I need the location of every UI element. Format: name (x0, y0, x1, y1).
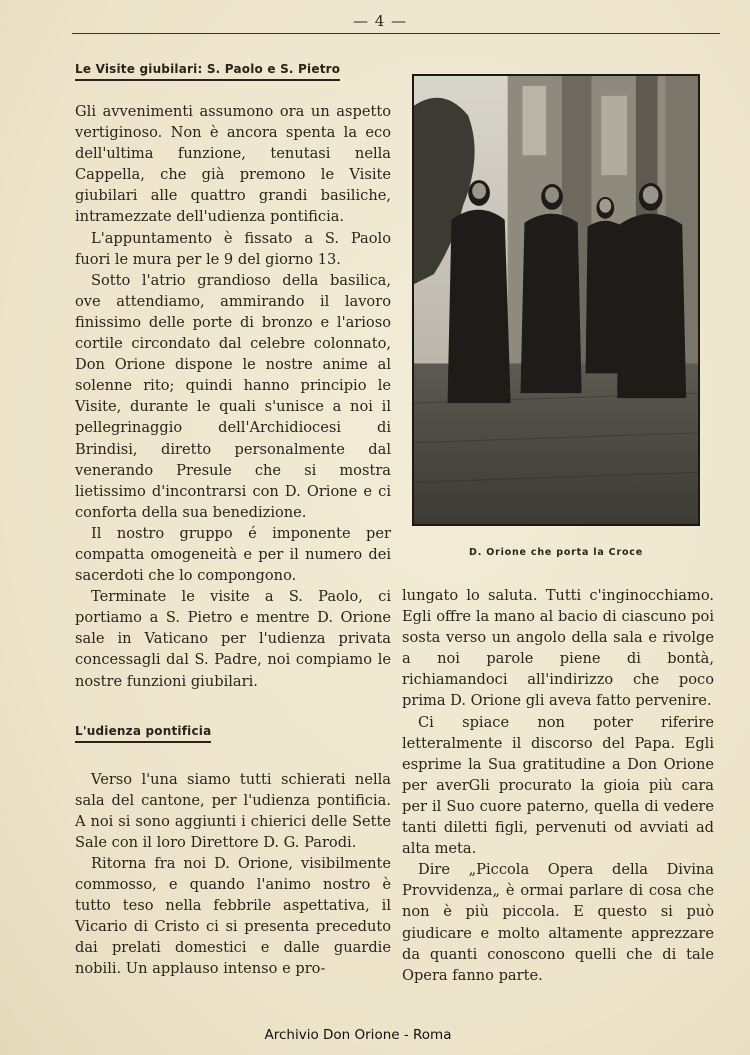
right-column (402, 585, 714, 986)
paragraph: Verso l'una siamo tutti schierati nella sala del cantone, per l'udienza pontificia. A noi si sono aggiunti i chierici delle Sette Sale con il loro Direttore D. G. Parodi. (75, 770, 391, 851)
photo-image (414, 76, 698, 524)
page-number: — 4 — (352, 12, 408, 30)
section-udienza-pontificia (75, 720, 391, 980)
paragraph: Terminate le visite a S. Paolo, ci portiamo a S. Pietro e mentre D. Orione sale in Vaticano per l'udienza privata concessagli dal S. Padre, noi compiamo le nostre funzioni giubilari. (75, 588, 391, 690)
photo-caption: D. Orione che porta la Croce (469, 547, 643, 558)
paragraph: Il nostro gruppo é imponente per compatta omogeneità e per il numero dei sacerdoti che lo compongono. (75, 524, 391, 585)
section-heading-udienza: L'udienza pontificia (75, 724, 211, 743)
top-rule (72, 33, 720, 34)
paragraph: Gli avvenimenti assumono ora un aspetto vertiginoso. Non è ancora spenta la eco dell'ultima funzione, tenutasi nella Cappella, che già premono le Visite giubilari alle quattro grandi basiliche, intramezzate dell'udienza pontificia. (75, 103, 391, 226)
paragraph: Ci spiace non poter riferire letteralmente il discorso del Papa. Egli esprime la Sua gratitudine a Don Orione per averGli procurato la gioia più cara per il Suo cuore paterno, quella di vedere tanti diletti figli, pervenuti od avviati ad alta meta. (402, 713, 714, 858)
paragraph: lungato lo saluta. Tutti c'inginocchiamo. Egli offre la mano al bacio di ciascuno poi sosta verso un angolo della sala e rivolge a noi parole piene di bontà, richiamandoci all'indirizzo che poco prima D. Orione gli aveva fatto pervenire. (402, 587, 714, 710)
paragraph: Ritorna fra noi D. Orione, visibilmente commosso, e quando l'animo nostro è tutto teso nella febbrile aspettativa, il Vicario di Cristo ci si presenta preceduto dai prelati domestici e dalle guardie nobili. Un applauso intenso e pro- (75, 855, 391, 978)
section-visite-giubilari (75, 58, 391, 692)
photo-procession (412, 74, 700, 526)
paragraph: Dire „Piccola Opera della Divina Provvidenza„ è ormai parlare di cosa che non è più piccola. E questo si può giudicare e molto altamente apprezzare da quanti conoscono quelli che di tale Opera fanno parte. (402, 861, 714, 984)
section-heading-visite: Le Visite giubilari: S. Paolo e S. Pietro (75, 62, 340, 81)
left-column (75, 58, 391, 980)
paragraph: Sotto l'atrio grandioso della basilica, ove attendiamo, ammirando il lavoro finissimo delle porte di bronzo e l'arioso cortile circondato dal celebre colonnato, Don Orione dispone le nostre anime al solenne rito; quindi hanno principio le Visite, durante le quali s'unisce a noi il pellegrinaggio dell'Archidiocesi di Brindisi, diretto personalmente dal venerando Presule che si mostra lietissimo d'incontrarsi con D. Orione e ci conforta della sua benedizione. (75, 271, 391, 521)
archive-footer: Archivio Don Orione - Roma (264, 1027, 452, 1043)
paragraph: L'appuntamento è fissato a S. Paolo fuori le mura per le 9 del giorno 13. (75, 229, 391, 268)
